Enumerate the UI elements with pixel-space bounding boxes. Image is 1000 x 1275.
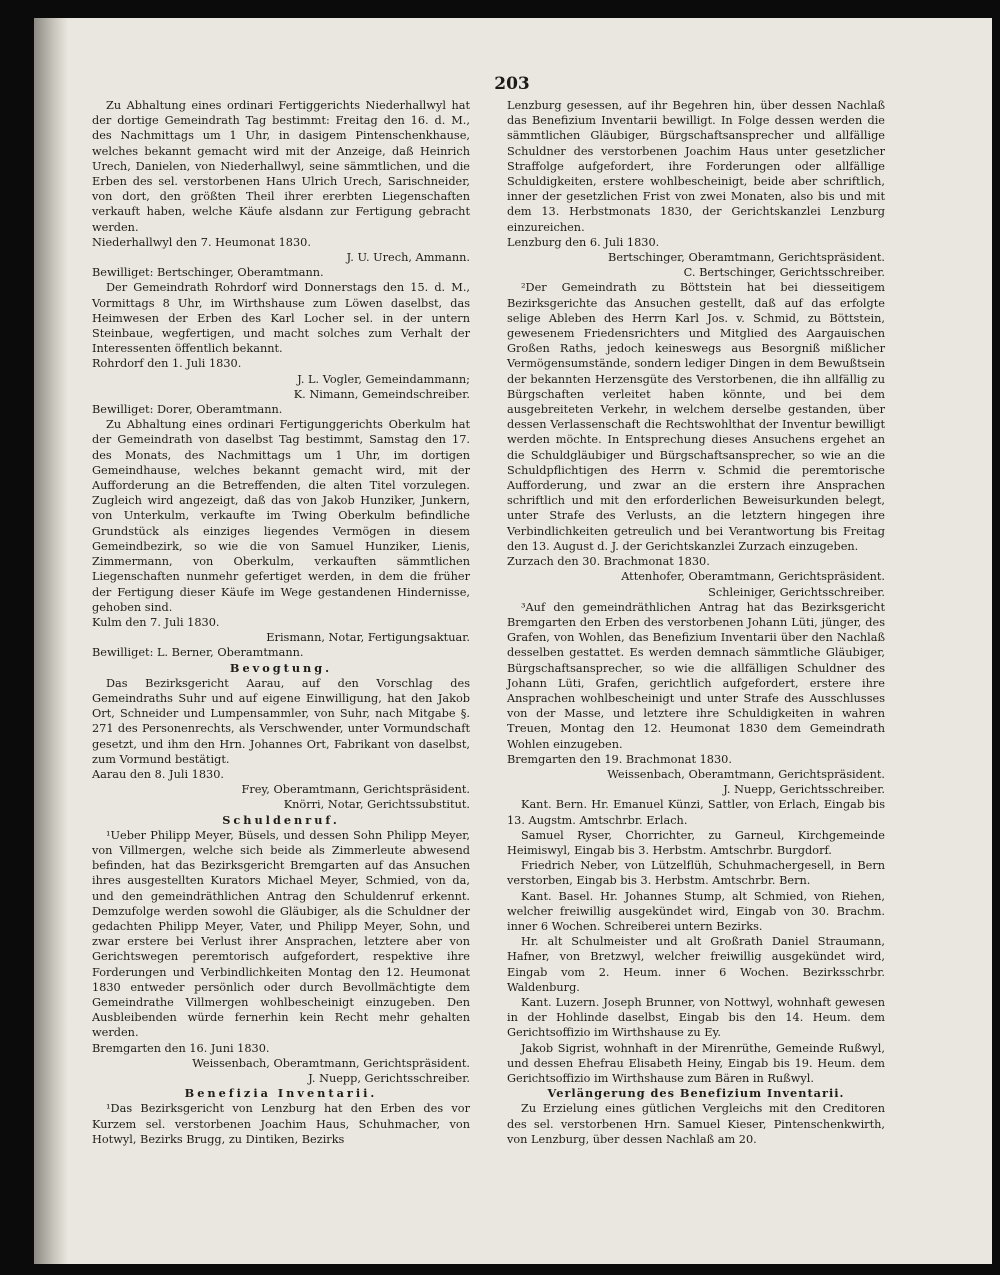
place-date: Lenzburg den 6. Juli 1830. (507, 235, 660, 249)
left-column (92, 98, 470, 1147)
list-item: Kant. Luzern. Joseph Brunner, von Nottwyl, wohnhaft gewesen in der Hohlinde daselbst, Eingab bis den 14. Heum. dem Gerichtsoffizio im Wirthshause zu Ey. (507, 995, 885, 1040)
list-item: Kant. Basel. Hr. Johannes Stump, alt Schmied, von Riehen, welcher freiwillig ausgekündet wird, Eingab von 30. Brachm. inner 6 Wochen. Schreiberei untern Bezirks. (507, 889, 885, 933)
place-date: Bremgarten den 16. Juni 1830. (92, 1041, 270, 1055)
notice-niederhallwyl: Zu Abhaltung eines ordinari Fertiggerichts Niederhallwyl hat der dortige Gemeindrath Tag bestimmt: Freitag den 16. d. M., des Nachmittags um 1 Uhr, in dasigem Pintenschenkhause, welches bekannt gemacht wird mit der Anzeige, daß Heinrich Urech, Danielen, von Niederhallwyl, seine sämmtlichen, und die Erben des sel. verstorbenen Hans Ulrich Urech, Sarischneider, von dort, den größten Theil ihrer ererbten Liegenschaften verkauft haben, welche Käufe alsdann zur Fertigung gebracht werden. (92, 99, 470, 234)
signature: Bertschinger, Oberamtmann, Gerichtspräsident. (608, 251, 885, 265)
notice-aarau: Das Bezirksgericht Aarau, auf den Vorschlag des Gemeindraths Suhr und auf eigene Einwilligung, hat den Jakob Ort, Schneider und Lumpensammler, von Suhr, nach Mitgabe §. 271 des Personenrechts, als Verschwender, unter Vormundschaft gesetzt, und ihm den Hrn. Johannes Ort, Fabrikant von daselbst, zum Vormund bestätigt. (92, 676, 470, 766)
notice-lenzburg-cont: Lenzburg gesessen, auf ihr Begehren hin, über dessen Nachlaß das Benefizium Inventarii bewilligt. In Folge dessen werden die sämmtlichen Gläubiger, Bürgschaftsansprecher und allfällige Schuldner des verstorbenen Joachim Haus unter gesetzlicher Straffolge aufgefordert, ihre Forderungen oder allfällige Schuldigkeiten, erstere wohlbescheinigt, beide aber schriftlich, inner der gesetzlichen Frist von zwei Monaten, also bis und mit dem 13. Herbstmonats 1830, der Gerichtskanzlei Lenzburg einzureichen. (507, 99, 885, 234)
place-date: Niederhallwyl den 7. Heumonat 1830. (92, 235, 311, 249)
section-heading-bevogtung: Bevogtung. (229, 660, 333, 675)
notice-villmergen: ¹Ueber Philipp Meyer, Büsels, und dessen Sohn Philipp Meyer, von Villmergen, welche sich beide als Zimmerleute abwesend befinden, hat das Bezirksgericht Bremgarten auf das Ansuchen ihres ausgestellten Kurators Michael Meyer, Schmied, von da, und den gemeindräthlichen Antrag den Schuldenruf erkennt. Demzufolge werden sowohl die Gläubiger, als die Schuldner der gedachten Philipp Meyer, Vater, und Philipp Meyer, Sohn, und zwar erstere bei Verlust ihrer Ansprachen, letztere aber von Gerichtswegen peremtorisch aufgefordert, respektive ihre Forderungen und Verbindlichkeiten Montag den 12. Heumonat 1830 entweder persönlich oder durch Bevollmächtigte dem Gemeindrathe Villmergen wohlbescheinigt einzugeben. Den Ausbleibenden würde fernerhin kein Recht mehr gehalten werden. (92, 828, 470, 1040)
notice-rohrdorf: Der Gemeindrath Rohrdorf wird Donnerstags den 15. d. M., Vormittags 8 Uhr, im Wirthshause zum Löwen daselbst, das Heimwesen der Erben des Karl Locher sel. in der untern Steinbaue, wegfertigen, und macht solches zum Verhalt der Interessenten öffentlich bekannt. (92, 281, 470, 356)
list-item: Jakob Sigrist, wohnhaft in der Mirenrüthe, Gemeinde Rußwyl, und dessen Ehefrau Elisabeth Heiny, Eingab bis 19. Heum. dem Gerichtsoffizio im Wirthshause zum Bären in Rußwyl. (507, 1041, 885, 1085)
notice-kieser: Zu Erzielung eines gütlichen Vergleichs mit den Creditoren des sel. verstorbenen Hrn. Samuel Kieser, Pintenschenkwirth, von Lenzburg, über dessen Nachlaß am 20. (507, 1102, 885, 1146)
list-item: Hr. alt Schulmeister und alt Großrath Daniel Straumann, Hafner, von Bretzwyl, welcher freiwillig ausgekündet wird, Eingab vom 2. Heum. inner 6 Wochen. Bezirksschrbr. Waldenburg. (507, 935, 885, 994)
list-item: Friedrich Neber, von Lützelflüh, Schuhmachergesell, in Bern verstorben, Eingab bis 3. Herbstm. Amtschrbr. Bern. (507, 859, 885, 888)
signature: Erismann, Notar, Fertigungsaktuar. (266, 631, 470, 645)
page-gutter-shadow (34, 18, 68, 1264)
place-date: Rohrdorf den 1. Juli 1830. (92, 357, 242, 371)
place-date: Aarau den 8. Juli 1830. (92, 767, 225, 781)
approval: Bewilliget: Dorer, Oberamtmann. (92, 403, 283, 417)
place-date: Kulm den 7. Juli 1830. (92, 615, 220, 629)
signature: Frey, Oberamtmann, Gerichtspräsident. (241, 783, 470, 797)
list-item: Samuel Ryser, Chorrichter, zu Garneul, Kirchgemeinde Heimiswyl, Eingab bis 3. Herbstm. Amtschrbr. Burgdorf. (507, 828, 885, 857)
signature: Attenhofer, Oberamtmann, Gerichtspräsident. (621, 570, 885, 584)
scanned-page (34, 18, 992, 1264)
signature: J. Nuepp, Gerichtsschreiber. (723, 783, 885, 797)
signature: Weissenbach, Oberamtmann, Gerichtspräsident. (607, 767, 885, 781)
place-date: Bremgarten den 19. Brachmonat 1830. (507, 752, 732, 766)
section-heading-verlaengerung: Verlängerung des Benefizium Inventarii. (547, 1086, 845, 1101)
notice-wohlen: ³Auf den gemeindräthlichen Antrag hat das Bezirksgericht Bremgarten den Erben des verstorbenen Johann Lüti, jünger, des Grafen, von Wohlen, das Benefizium Inventarii über den Nachlaß desselben gestattet. Es werden demnach sämmtliche Gläubiger, Bürgschaftsansprecher, so wie die allfälligen Schuldner des Johann Lüti, Grafen, gerichtlich aufgefordert, erstere ihre Ansprachen wohlbescheinigt und unter Strafe des Ausschlusses von der Masse, und letztere ihre Schuldigkeiten in wahren Treuen, Montag den 12. Heumonat 1830 dem Gemeindrath Wohlen einzugeben. (507, 600, 885, 751)
signature: J. Nuepp, Gerichtsschreiber. (308, 1072, 470, 1085)
signature: Schleiniger, Gerichtsschreiber. (708, 585, 885, 599)
signature: J. U. Urech, Ammann. (346, 251, 470, 265)
list-item: Kant. Bern. Hr. Emanuel Künzi, Sattler, von Erlach, Eingab bis 13. Augstm. Amtschrbr. Erlach. (507, 798, 885, 827)
signature: J. L. Vogler, Gemeindammann; (297, 372, 470, 386)
place-date: Zurzach den 30. Brachmonat 1830. (507, 555, 710, 569)
right-column (507, 98, 885, 1147)
section-heading-benefizia: Benefizia Inventarii. (184, 1086, 378, 1101)
signature: K. Nimann, Gemeindschreiber. (293, 387, 470, 401)
section-heading-schuldenruf: Schuldenruf. (222, 812, 340, 827)
signature: C. Bertschinger, Gerichtsschreiber. (683, 266, 885, 280)
signature: Knörri, Notar, Gerichtssubstitut. (283, 798, 470, 812)
approval: Bewilliget: L. Berner, Oberamtmann. (92, 646, 304, 660)
signature: Weissenbach, Oberamtmann, Gerichtspräsident. (192, 1056, 470, 1070)
page-number: 203 (494, 74, 530, 94)
approval: Bewilliget: Bertschinger, Oberamtmann. (92, 266, 324, 280)
notice-boettstein: ²Der Gemeindrath zu Böttstein hat bei diesseitigem Bezirksgerichte das Ansuchen gestellt, daß auf das erfolgte selige Ableben des Herrn Karl Jos. v. Schmid, zu Böttstein, gewesenem Friedensrichters und Mitglied des Aargauischen Großen Raths, jedoch keineswegs aus Besorgniß mißlicher Vermögensumstände, sondern lediger Dingen in dem Bewußtsein der bekannten Herzensgüte des Verstorbenen, die ihn allfällig zu Bürgschaften verleitet haben könnte, und bei dem ausgebreiteten Verkehr, in welchem derselbe gestanden, über dessen Verlassenschaft die Rechtswohlthat der Inventur bewilligt werden möchte. In Entsprechung dieses Ansuchens ergehet an die Schuldgläubiger und Bürgschaftsansprecher, so wie an die Schuldpflichtigen des Herrn v. Schmid die peremtorische Aufforderung, und zwar an die erstern ihre Ansprachen schriftlich und mit den erforderlichen Beweisurkunden belegt, unter Strafe des Verlusts, an die letztern hingegen ihre Verbindlichkeiten getreulich und bei Verantwortung bis Freitag den 13. August d. J. der Gerichtskanzlei Zurzach einzugeben. (507, 281, 885, 553)
notice-lenzburg-start: ¹Das Bezirksgericht von Lenzburg hat den Erben des vor Kurzem sel. verstorbenen Joachim Haus, Schuhmacher, von Hotwyl, Bezirks Brugg, zu Dintiken, Bezirks (92, 1102, 470, 1146)
notice-oberkulm: Zu Abhaltung eines ordinari Fertigunggerichts Oberkulm hat der Gemeindrath von daselbst Tag bestimmt, Samstag den 17. des Monats, des Nachmittags um 1 Uhr, im dortigen Gemeindhause, welches bekannt gemacht wird, mit der Aufforderung an die Betreffenden, die alten Titel vorzulegen. Zugleich wird angezeigt, daß das von Jakob Hunziker, Junkern, von Unterkulm, verkaufte im Twing Oberkulm befindliche Grundstück als einziges liegendes Vermögen in diesem Gemeindbezirk, so wie die von Samuel Hunziker, Lienis, Zimmermann, von Oberkulm, verkauften sämmtlichen Liegenschaften nunmehr gefertiget werden, in dem die früher der Fertigung dieser Käufe im Wege gestandenen Hindernisse, gehoben sind. (92, 418, 470, 614)
